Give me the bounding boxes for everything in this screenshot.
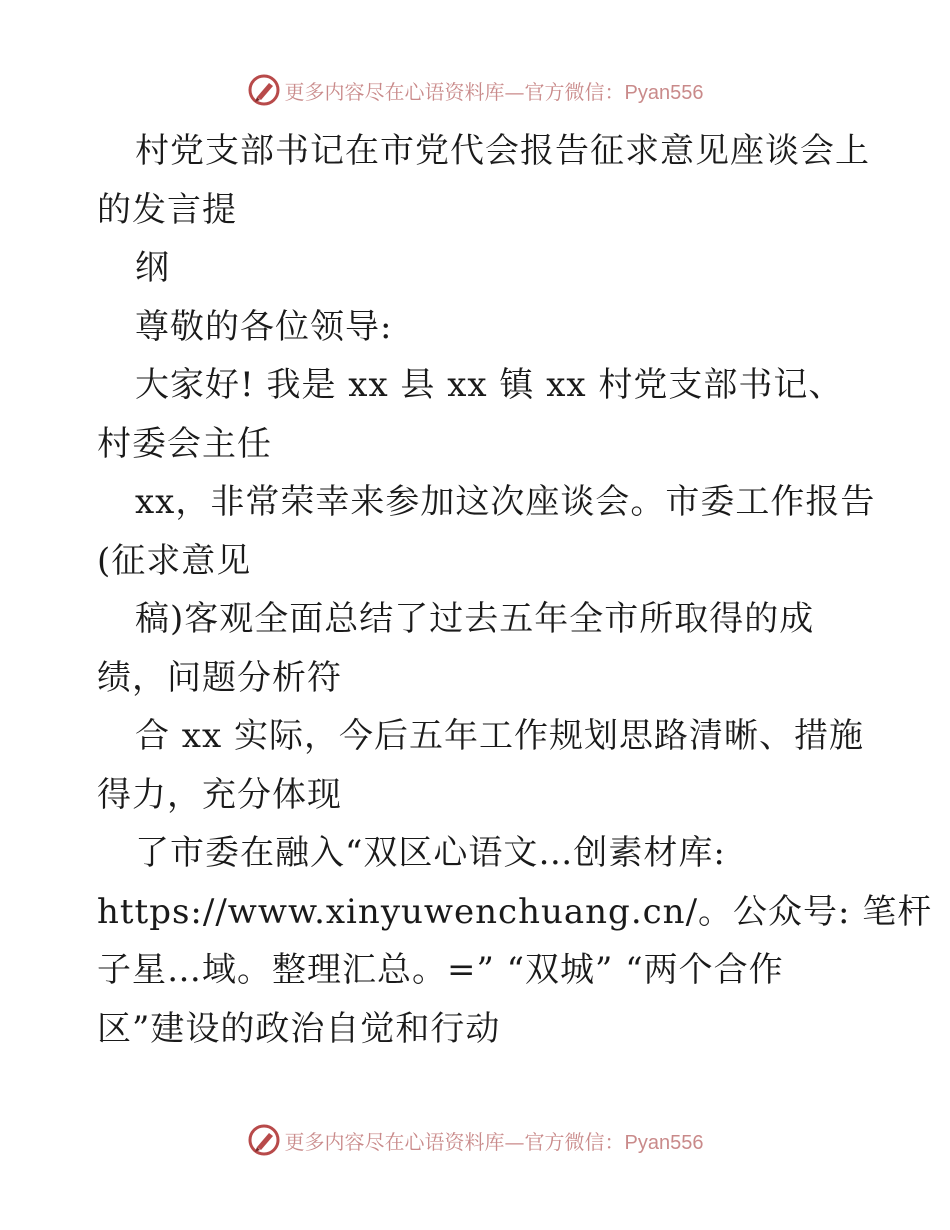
- text-line: 得力，充分体现: [97, 774, 342, 815]
- text-line: 绩，问题分析符: [97, 657, 342, 698]
- pen-logo-icon: [247, 73, 281, 107]
- text-line: 大家好! 我是 xx 县 xx 镇 xx 村党支部书记、: [135, 365, 844, 405]
- footer-watermark-banner: [0, 1120, 950, 1160]
- footer-watermark-handle: Pyan556: [624, 1131, 704, 1154]
- text-line: 合 xx 实际，今后五年工作规划思路清晰、措施: [135, 716, 864, 756]
- text-line: 的发言提: [97, 189, 237, 230]
- text-line: 村党支部书记在市党代会报告征求意见座谈会上: [135, 131, 870, 171]
- text-line: 稿)客观全面总结了过去五年全市所取得的成: [135, 599, 815, 639]
- text-line: 区”建设的政治自觉和行动: [97, 1008, 501, 1049]
- text-line: 纲: [135, 248, 170, 288]
- text-line: 尊敬的各位领导:: [135, 306, 393, 347]
- header-watermark-banner: [0, 70, 950, 110]
- text-line: 了市委在融入“双区心语文…创素材库:: [135, 833, 726, 873]
- document-body: [97, 122, 933, 1058]
- text-line: xx，非常荣幸来参加这次座谈会。市委工作报告: [135, 482, 876, 522]
- header-watermark-text: 更多内容尽在心语资料库—官方微信：Pyan556: [284, 79, 704, 104]
- pen-logo-icon: [247, 1123, 281, 1157]
- text-line: https://www.xinyuwenchuang.cn/。公众号: 笔杆: [97, 891, 933, 932]
- text-line: (征求意见: [97, 540, 252, 581]
- header-watermark-handle: Pyan556: [624, 81, 704, 104]
- text-line: 子星…域。整理汇总。=” “双城” “两个合作: [97, 950, 784, 990]
- text-line: 村委会主任: [97, 423, 272, 464]
- footer-watermark-text: 更多内容尽在心语资料库—官方微信：Pyan556: [284, 1129, 704, 1154]
